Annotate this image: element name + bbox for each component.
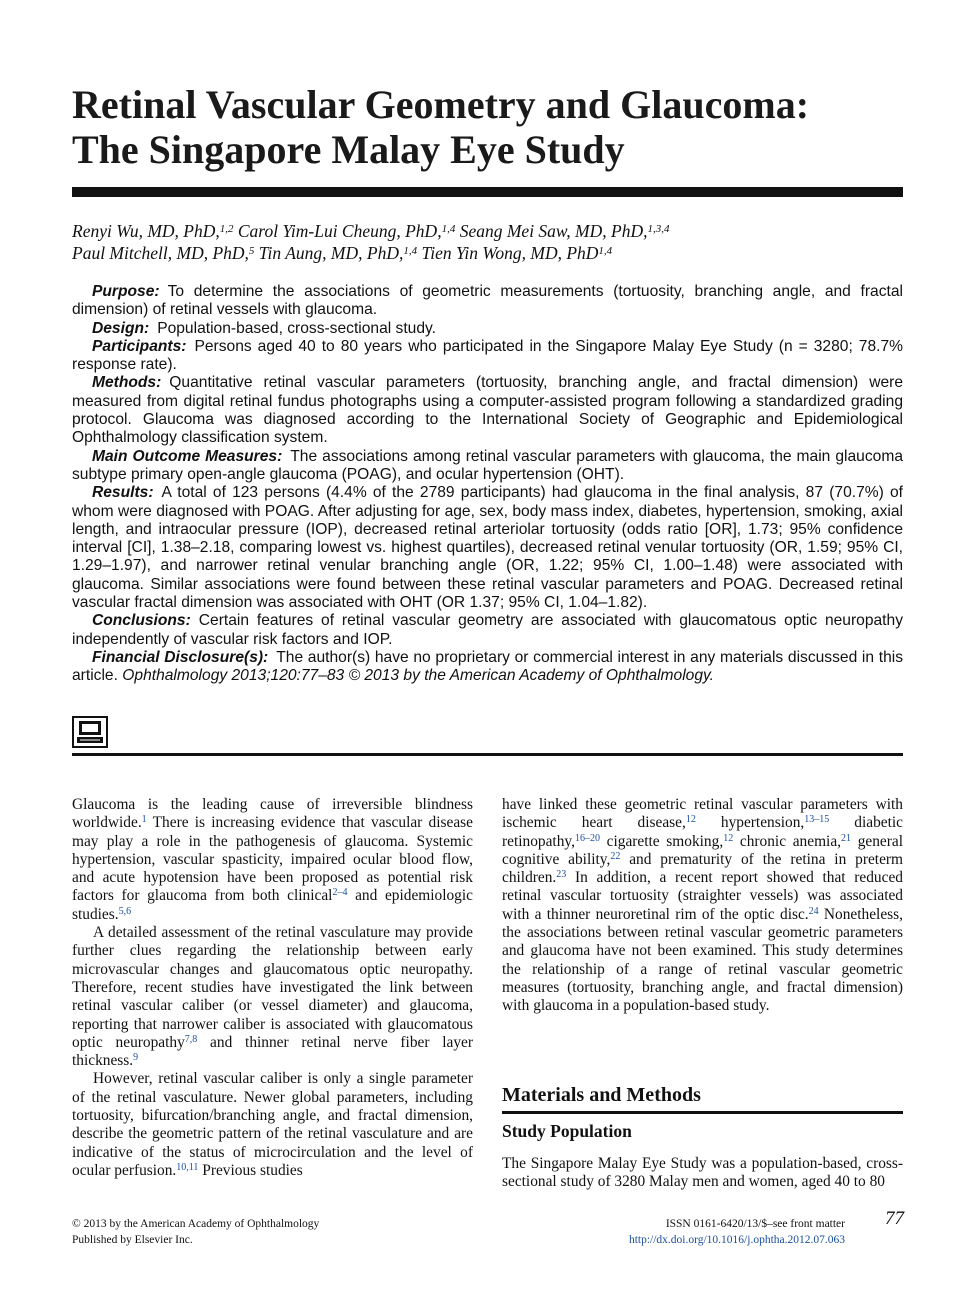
author-affiliation: 1,2 [219, 223, 234, 235]
reference-link[interactable]: 13–15 [804, 814, 830, 826]
author-affiliation: 5 [248, 245, 255, 257]
author-affiliation: 1,4 [598, 245, 613, 257]
body-paragraph: However, retinal vascular caliber is only a single parameter of the retinal vasculature. Newer global parameters, including tortuosity, bifurcation/branching angle, and fractal dimension, describe the geometric pattern of the retinal vasculature and are indicative of the status of microcirculation and the level of ocular perfusion.$^{10,11}$ Previous studies [72, 1070, 473, 1179]
author-affiliation: 1,4 [403, 245, 418, 257]
reference-link[interactable]: 5,6 [118, 905, 132, 917]
body-paragraph: A detailed assessment of the retinal vasculature may provide further clues regarding the relationship between early microvascular changes and glaucomatous optic neuropathy. Therefore, recent studies have investigated the link between retinal vascular caliber (or vessel diameter) and glaucoma, reporting that narrower caliber is associated with glaucomatous optic neuropathy$^{7,8}$ and thinner retinal nerve fiber layer thickness.$^9$ [72, 924, 474, 1070]
abstract-label: Design: [92, 319, 150, 337]
abstract-purpose [72, 283, 903, 320]
section-rule [502, 1111, 903, 1114]
author-affiliation: 1,3,4 [647, 223, 670, 235]
author-list [72, 220, 912, 264]
abstract-text: A total of 123 persons (4.4% of the 2789 participants) had glaucoma in the final analysis, 87 (70.7%) of whom were diagnosed with POAG. After adjusting for age, sex, body mass index, diabetes, hypertension, smoking, axial length, and intraocular pressure (IOP), decreased retinal arteriolar tortuosity (odds ratio [OR], 1.73; 95% confidence interval [CI], 1.38–2.18, comparing lowest vs. highest quartiles), decreased retinal venular tortuosity (OR, 1.59; 95% CI, 1.29–1.97), and narrower retinal venular branching angle (OR, 1.22; 95% CI, 1.00–1.48) were associated with glaucoma. Similar associations were found between these retinal vascular parameters and POAG. Decreased retinal vascular fractal dimension was associated with OHT (OR 1.37; 95% CI, 1.04–1.82). [72, 484, 903, 612]
section-heading: Materials and Methods [502, 1084, 701, 1106]
footer-publisher: Published by Elsevier Inc. [72, 1234, 193, 1246]
reference-link[interactable]: 10,11 [176, 1161, 199, 1173]
abstract-text: Population-based, cross-sectional study. [157, 319, 437, 337]
title-line-1: Retinal Vascular Geometry and Glaucoma: [72, 82, 810, 127]
abstract-outcome [72, 448, 903, 485]
footer-right [560, 1216, 845, 1248]
abstract-methods [72, 374, 903, 447]
page-number: 77 [885, 1208, 904, 1229]
abstract [72, 283, 903, 686]
reference-link[interactable]: 2–4 [332, 887, 348, 899]
body-column-right-lower [502, 1155, 903, 1192]
reference-link[interactable]: 9 [133, 1052, 139, 1064]
abstract-conclusions [72, 612, 903, 649]
footer-issn: ISSN 0161-6420/13/$–see front matter [665, 1218, 845, 1230]
journal-citation: Ophthalmology 2013;120:77–83 © 2013 by the American Academy of Ophthalmology. [122, 667, 714, 685]
author: Seang Mei Saw, MD, PhD, [459, 221, 648, 241]
body-paragraph: Glaucoma is the leading cause of irreversible blindness worldwide.$^1$ There is increasing evidence that vascular disease may play a role in the pathogenesis of glaucoma. Systemic hypertension, vascular spasticity, impaired ocular blood flow, and acute hypotension have been proposed as potential risk factors for glaucoma from both clinical$^{2-4}$ and epidemiologic studies.$^{5,6}$ [72, 796, 473, 923]
reference-link[interactable]: 12 [723, 832, 734, 844]
abstract-label: Purpose: [92, 283, 160, 300]
doi-link[interactable]: http://dx.doi.org/10.1016/j.ophtha.2012.07.063 [628, 1234, 845, 1246]
author: Renyi Wu, MD, PhD, [72, 221, 220, 241]
abstract-text: Certain features of retinal vascular geometry are associated with glaucomatous optic neuropathy independently of vascular risk factors and IOP. [72, 612, 903, 648]
abstract-disclosure [72, 649, 903, 686]
abstract-text: The author(s) have no proprietary or commercial interest in any materials discussed in this article. [72, 648, 904, 685]
article-title [72, 82, 912, 172]
reference-link[interactable]: 12 [685, 814, 696, 826]
author: Paul Mitchell, MD, PhD, [72, 243, 249, 263]
abstract-label: Participants: [92, 337, 187, 355]
reference-link[interactable]: 23 [556, 869, 567, 881]
reference-link[interactable]: 21 [841, 832, 852, 844]
computer-icon [72, 716, 108, 748]
author: Tin Aung, MD, PhD, [258, 243, 404, 263]
subsection-heading: Study Population [502, 1121, 632, 1141]
abstract-design [72, 320, 903, 338]
abstract-text: Persons aged 40 to 80 years who participated in the Singapore Malay Eye Study (n = 3280; 78.7% response rate). [72, 337, 903, 374]
abstract-label: Conclusions: [92, 612, 191, 630]
title-line-2: The Singapore Malay Eye Study [72, 127, 625, 172]
reference-link[interactable]: 22 [610, 850, 621, 862]
body-paragraph: have linked these geometric retinal vascular parameters with ischemic heart disease,$^{12}$ hypertension,$^{13-15}$ diabetic retinopathy,$^{16-20}$ cigarette smoking,$^{12}$ chronic anemia,$^{21}$ general cognitive ability,$^{22}$ and prematurity of the retina in preterm children.$^{23}$ In addition, a recent report showed that reduced retinal vascular tortuosity (straighter vessels) was associated with a thinner neuroretinal rim of the optic disc.$^{24}$ Nonetheless, the associations between retinal vascular geometric parameters and glaucoma have not been examined. This study determines the relationship of a range of retinal vascular geometric measures (tortuosity, branching angle, and fractal dimension) with glaucoma in a population-based study. [502, 796, 904, 1015]
reference-link[interactable]: 16–20 [574, 832, 600, 844]
footer-left [72, 1216, 319, 1248]
abstract-label: Main Outcome Measures: [92, 447, 283, 465]
abstract-text: To determine the associations of geometric measurements (tortuosity, branching angle, and fractal dimension) of retinal vessels with glaucoma. [72, 283, 903, 319]
abstract-rule [72, 753, 903, 756]
title-rule [72, 187, 903, 197]
reference-link[interactable]: 7,8 [184, 1033, 198, 1045]
abstract-label: Methods: [92, 374, 162, 392]
abstract-text: Quantitative retinal vascular parameters (tortuosity, branching angle, and fractal dimension) were measured from digital retinal fundus photographs using a computer-assisted program following a standardized grading protocol. Glaucoma was diagnosed according to the International Society of Geographic and Epidemiological Ophthalmology classification system. [72, 374, 903, 447]
abstract-label: Results: [92, 484, 154, 502]
reference-link[interactable]: 24 [808, 905, 819, 917]
abstract-participants [72, 338, 903, 375]
footer-copyright: © 2013 by the American Academy of Ophthalmology [72, 1218, 320, 1230]
abstract-results [72, 484, 903, 612]
author: Carol Yim-Lui Cheung, PhD, [237, 221, 442, 241]
body-column-left [72, 796, 473, 1180]
author: Tien Yin Wong, MD, PhD [421, 243, 599, 263]
author-affiliation: 1,4 [441, 223, 456, 235]
body-paragraph: The Singapore Malay Eye Study was a population-based, cross-sectional study of 3280 Malay men and women, aged 40 to 80 [502, 1155, 903, 1191]
reference-link[interactable]: 1 [141, 814, 147, 826]
abstract-label: Financial Disclosure(s): [92, 648, 269, 666]
body-column-right [502, 796, 903, 1016]
abstract-text: The associations among retinal vascular parameters with glaucoma, the main glaucoma subtype primary open-angle glaucoma (POAG), and ocular hypertension (OHT). [72, 447, 903, 483]
